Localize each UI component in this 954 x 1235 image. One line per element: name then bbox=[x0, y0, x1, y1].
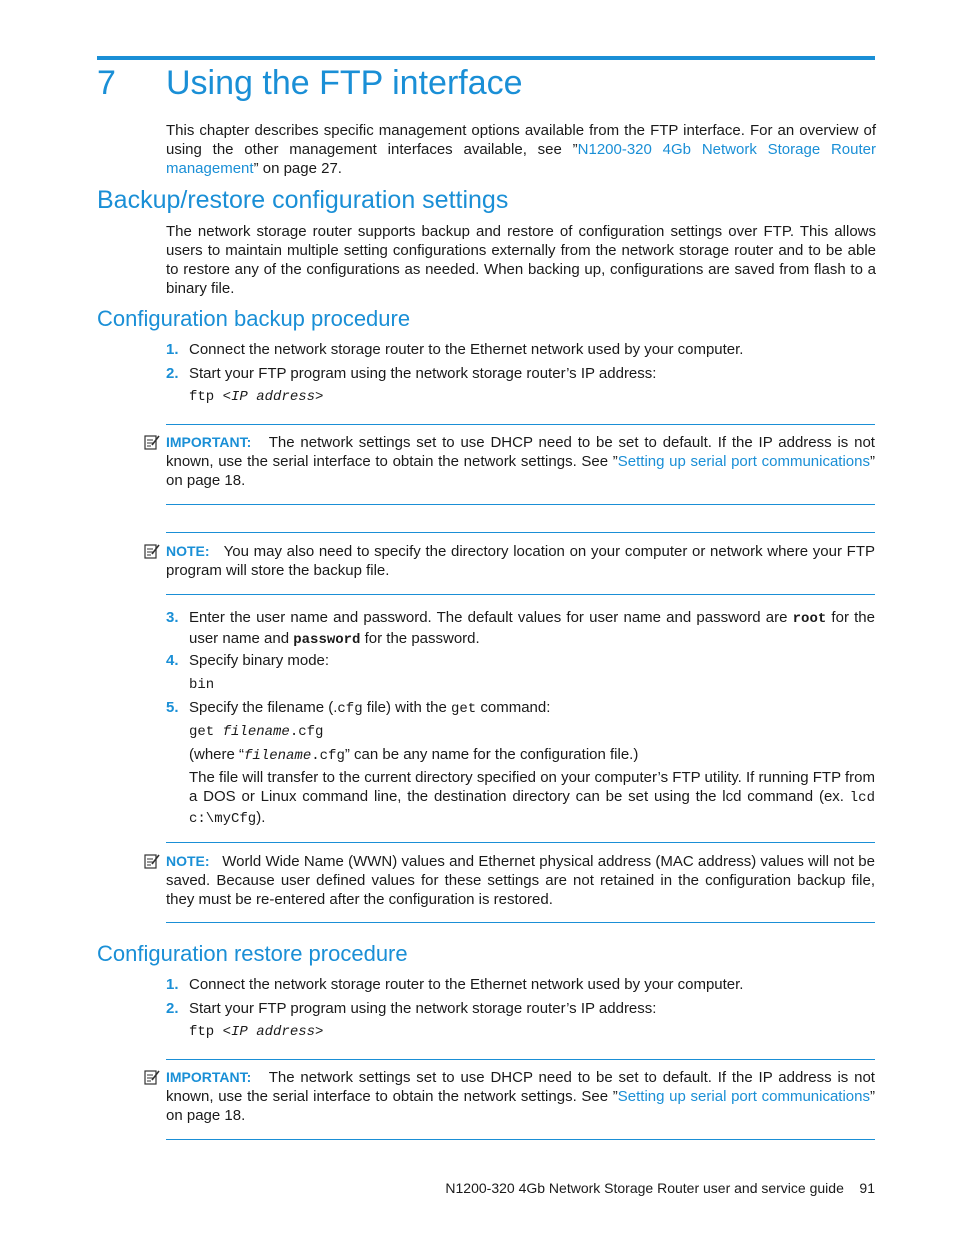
restore-step-2: Start your FTP program using the network storage router’s IP address: bbox=[189, 1000, 657, 1017]
backup-step-1: Connect the network storage router to the Ethernet network used by your computer. bbox=[189, 341, 744, 358]
callout-rule bbox=[166, 1059, 875, 1060]
note-pad-icon bbox=[143, 433, 161, 451]
callout-rule bbox=[166, 922, 875, 923]
backup-note-2: NOTE: World Wide Name (WWN) values and Ethernet physical address (MAC address) values will not be saved. Because user defined values for these settings are not retained in the configuration backup file, they must be re-entered after the configuration is restored. bbox=[166, 853, 875, 908]
callout-rule bbox=[166, 532, 875, 533]
backup-step-5-number: 5. bbox=[166, 699, 179, 716]
callout-rule bbox=[166, 504, 875, 505]
callout-rule bbox=[166, 594, 875, 595]
chapter-intro: This chapter describes specific management options available from the FTP interface. For an overview of using the other management interfaces available, see ”N1200-320 4Gb Network Storage Router management” on page 27. bbox=[166, 122, 876, 177]
note-pad-icon bbox=[143, 542, 161, 560]
callout-rule bbox=[166, 1139, 875, 1140]
chapter-number: 7 bbox=[97, 64, 116, 102]
backup-step-2-number: 2. bbox=[166, 365, 179, 382]
backup-step-1-number: 1. bbox=[166, 341, 179, 358]
note-label: NOTE: bbox=[166, 543, 210, 559]
page-footer bbox=[445, 1179, 875, 1198]
backup-step-2: Start your FTP program using the network storage router’s IP address: bbox=[189, 365, 657, 382]
subsection-heading-restore: Configuration restore procedure bbox=[97, 941, 408, 966]
chapter-rule bbox=[97, 56, 875, 60]
section-heading-backup-restore: Backup/restore configuration settings bbox=[97, 186, 509, 214]
important-label: IMPORTANT: bbox=[166, 434, 252, 450]
backup-important-callout: IMPORTANT: The network settings set to use DHCP need to be set to default. If the IP address is not known, use the serial interface to obtain the network settings. See ”Setting up serial port communications” on page 18. bbox=[166, 434, 875, 489]
backup-step-4-number: 4. bbox=[166, 652, 179, 669]
serial-port-link[interactable]: Setting up serial port communications bbox=[617, 453, 870, 470]
subsection-heading-backup: Configuration backup procedure bbox=[97, 306, 411, 331]
note-label: NOTE: bbox=[166, 853, 210, 869]
backup-step-3: Enter the user name and password. The default values for user name and password are root for the user name and password for the password. bbox=[189, 609, 875, 648]
page-number: 91 bbox=[859, 1180, 875, 1196]
restore-step-1-number: 1. bbox=[166, 976, 179, 993]
serial-port-link[interactable]: Setting up serial port communications bbox=[617, 1088, 870, 1105]
restore-step-2-number: 2. bbox=[166, 1000, 179, 1017]
backup-step-5: Specify the filename (.cfg file) with the get command: bbox=[189, 699, 551, 717]
important-label: IMPORTANT: bbox=[166, 1069, 252, 1085]
restore-step-1: Connect the network storage router to the Ethernet network used by your computer. bbox=[189, 976, 744, 993]
note-pad-icon bbox=[143, 1068, 161, 1086]
footer-guide-title: N1200-320 4Gb Network Storage Router user and service guide bbox=[445, 1180, 844, 1196]
transfer-explanation: The file will transfer to the current directory specified on your computer’s FTP utility. If running FTP from a DOS or Linux command line, the destination directory can be set using the lcd command (ex. lcd c:\myCfg). bbox=[189, 769, 875, 827]
backup-step-4: Specify binary mode: bbox=[189, 652, 330, 669]
note-pad-icon bbox=[143, 852, 161, 870]
bin-command: bin bbox=[189, 677, 215, 693]
chapter-title: Using the FTP interface bbox=[166, 64, 523, 102]
section-backup-body: The network storage router supports backup and restore of configuration settings over FTP. This allows users to maintain multiple setting configurations externally from the network storage router and to be able to restore any of the configurations as needed. When backing up, configurations are saved from flash to a binary file. bbox=[166, 223, 876, 297]
backup-note-1: NOTE: You may also need to specify the directory location on your computer or network where your FTP program will store the backup file. bbox=[166, 543, 875, 579]
intro-link[interactable]: N1200-320 4Gb Network Storage Router management bbox=[166, 141, 876, 177]
callout-rule bbox=[166, 424, 875, 425]
callout-rule bbox=[166, 842, 875, 843]
restore-ftp-command: ftp <IP address> bbox=[189, 1024, 324, 1040]
backup-ftp-command: ftp <IP address> bbox=[189, 389, 324, 405]
filename-explanation: (where “filename.cfg” can be any name for the configuration file.) bbox=[189, 746, 639, 764]
restore-important-callout: IMPORTANT: The network settings set to use DHCP need to be set to default. If the IP address is not known, use the serial interface to obtain the network settings. See ”Setting up serial port communications” on page 18. bbox=[166, 1069, 875, 1124]
get-command: get filename.cfg bbox=[189, 724, 324, 740]
backup-step-3-number: 3. bbox=[166, 609, 179, 626]
